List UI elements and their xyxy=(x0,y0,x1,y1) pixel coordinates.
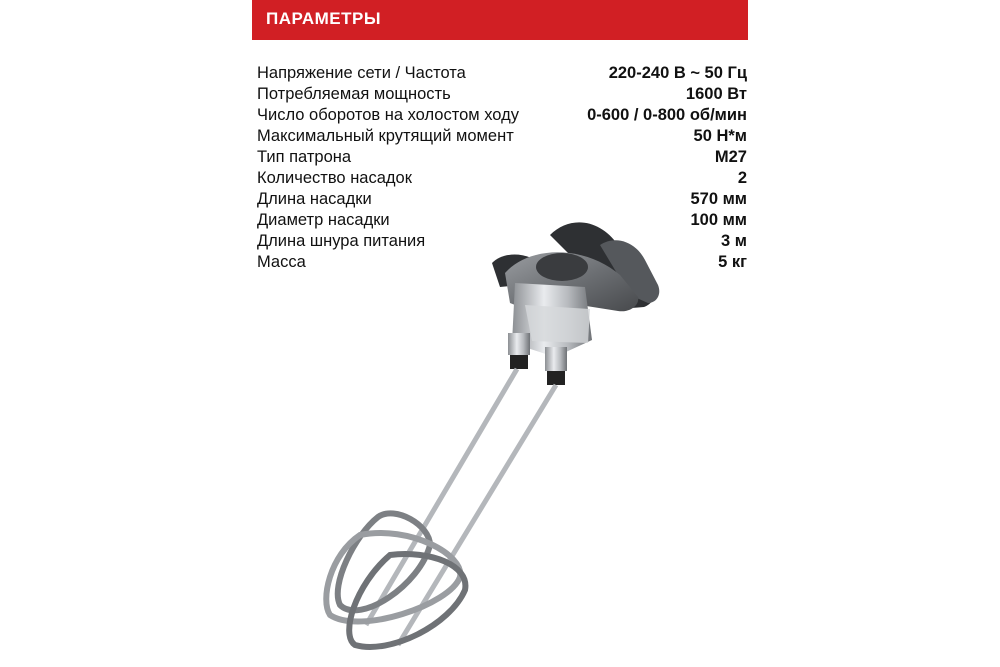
spec-label: Тип патрона xyxy=(257,148,352,166)
spec-value: 2 xyxy=(737,169,747,187)
spec-label: Максимальный крутящий момент xyxy=(257,127,514,145)
spec-row xyxy=(257,126,747,147)
spec-label: Длина насадки xyxy=(257,190,372,208)
spec-label: Число оборотов на холостом ходу xyxy=(257,106,519,124)
mixer-paddles xyxy=(326,513,465,647)
spec-value: 50 Н*м xyxy=(693,127,747,145)
spec-value: М27 xyxy=(714,148,747,166)
spec-row xyxy=(257,147,747,168)
spec-value: 1600 Вт xyxy=(685,85,747,103)
spec-row xyxy=(257,105,747,126)
spec-value: 570 мм xyxy=(690,190,747,208)
spec-value: 3 м xyxy=(721,232,747,250)
page-title: ПАРАМЕТРЫ xyxy=(266,9,381,28)
spec-label: Потребляемая мощность xyxy=(257,85,451,103)
spec-row xyxy=(257,63,747,84)
spec-value: 220-240 В ~ 50 Гц xyxy=(608,64,747,82)
header-band xyxy=(252,0,748,40)
spec-value: 0-600 / 0-800 об/мин xyxy=(587,106,747,124)
spec-value: 100 мм xyxy=(690,211,747,229)
spec-label: Длина шнура питания xyxy=(257,232,426,250)
spec-label: Количество насадок xyxy=(257,169,412,187)
spec-label: Напряжение сети / Частота xyxy=(257,64,466,82)
mixer-product-image xyxy=(300,205,720,667)
spec-value: 5 кг xyxy=(718,253,747,271)
spec-label: Масса xyxy=(257,253,306,271)
spec-row xyxy=(257,84,747,105)
spec-label: Диаметр насадки xyxy=(257,211,390,229)
mixer-shafts xyxy=(366,333,567,645)
spec-row xyxy=(257,168,747,189)
